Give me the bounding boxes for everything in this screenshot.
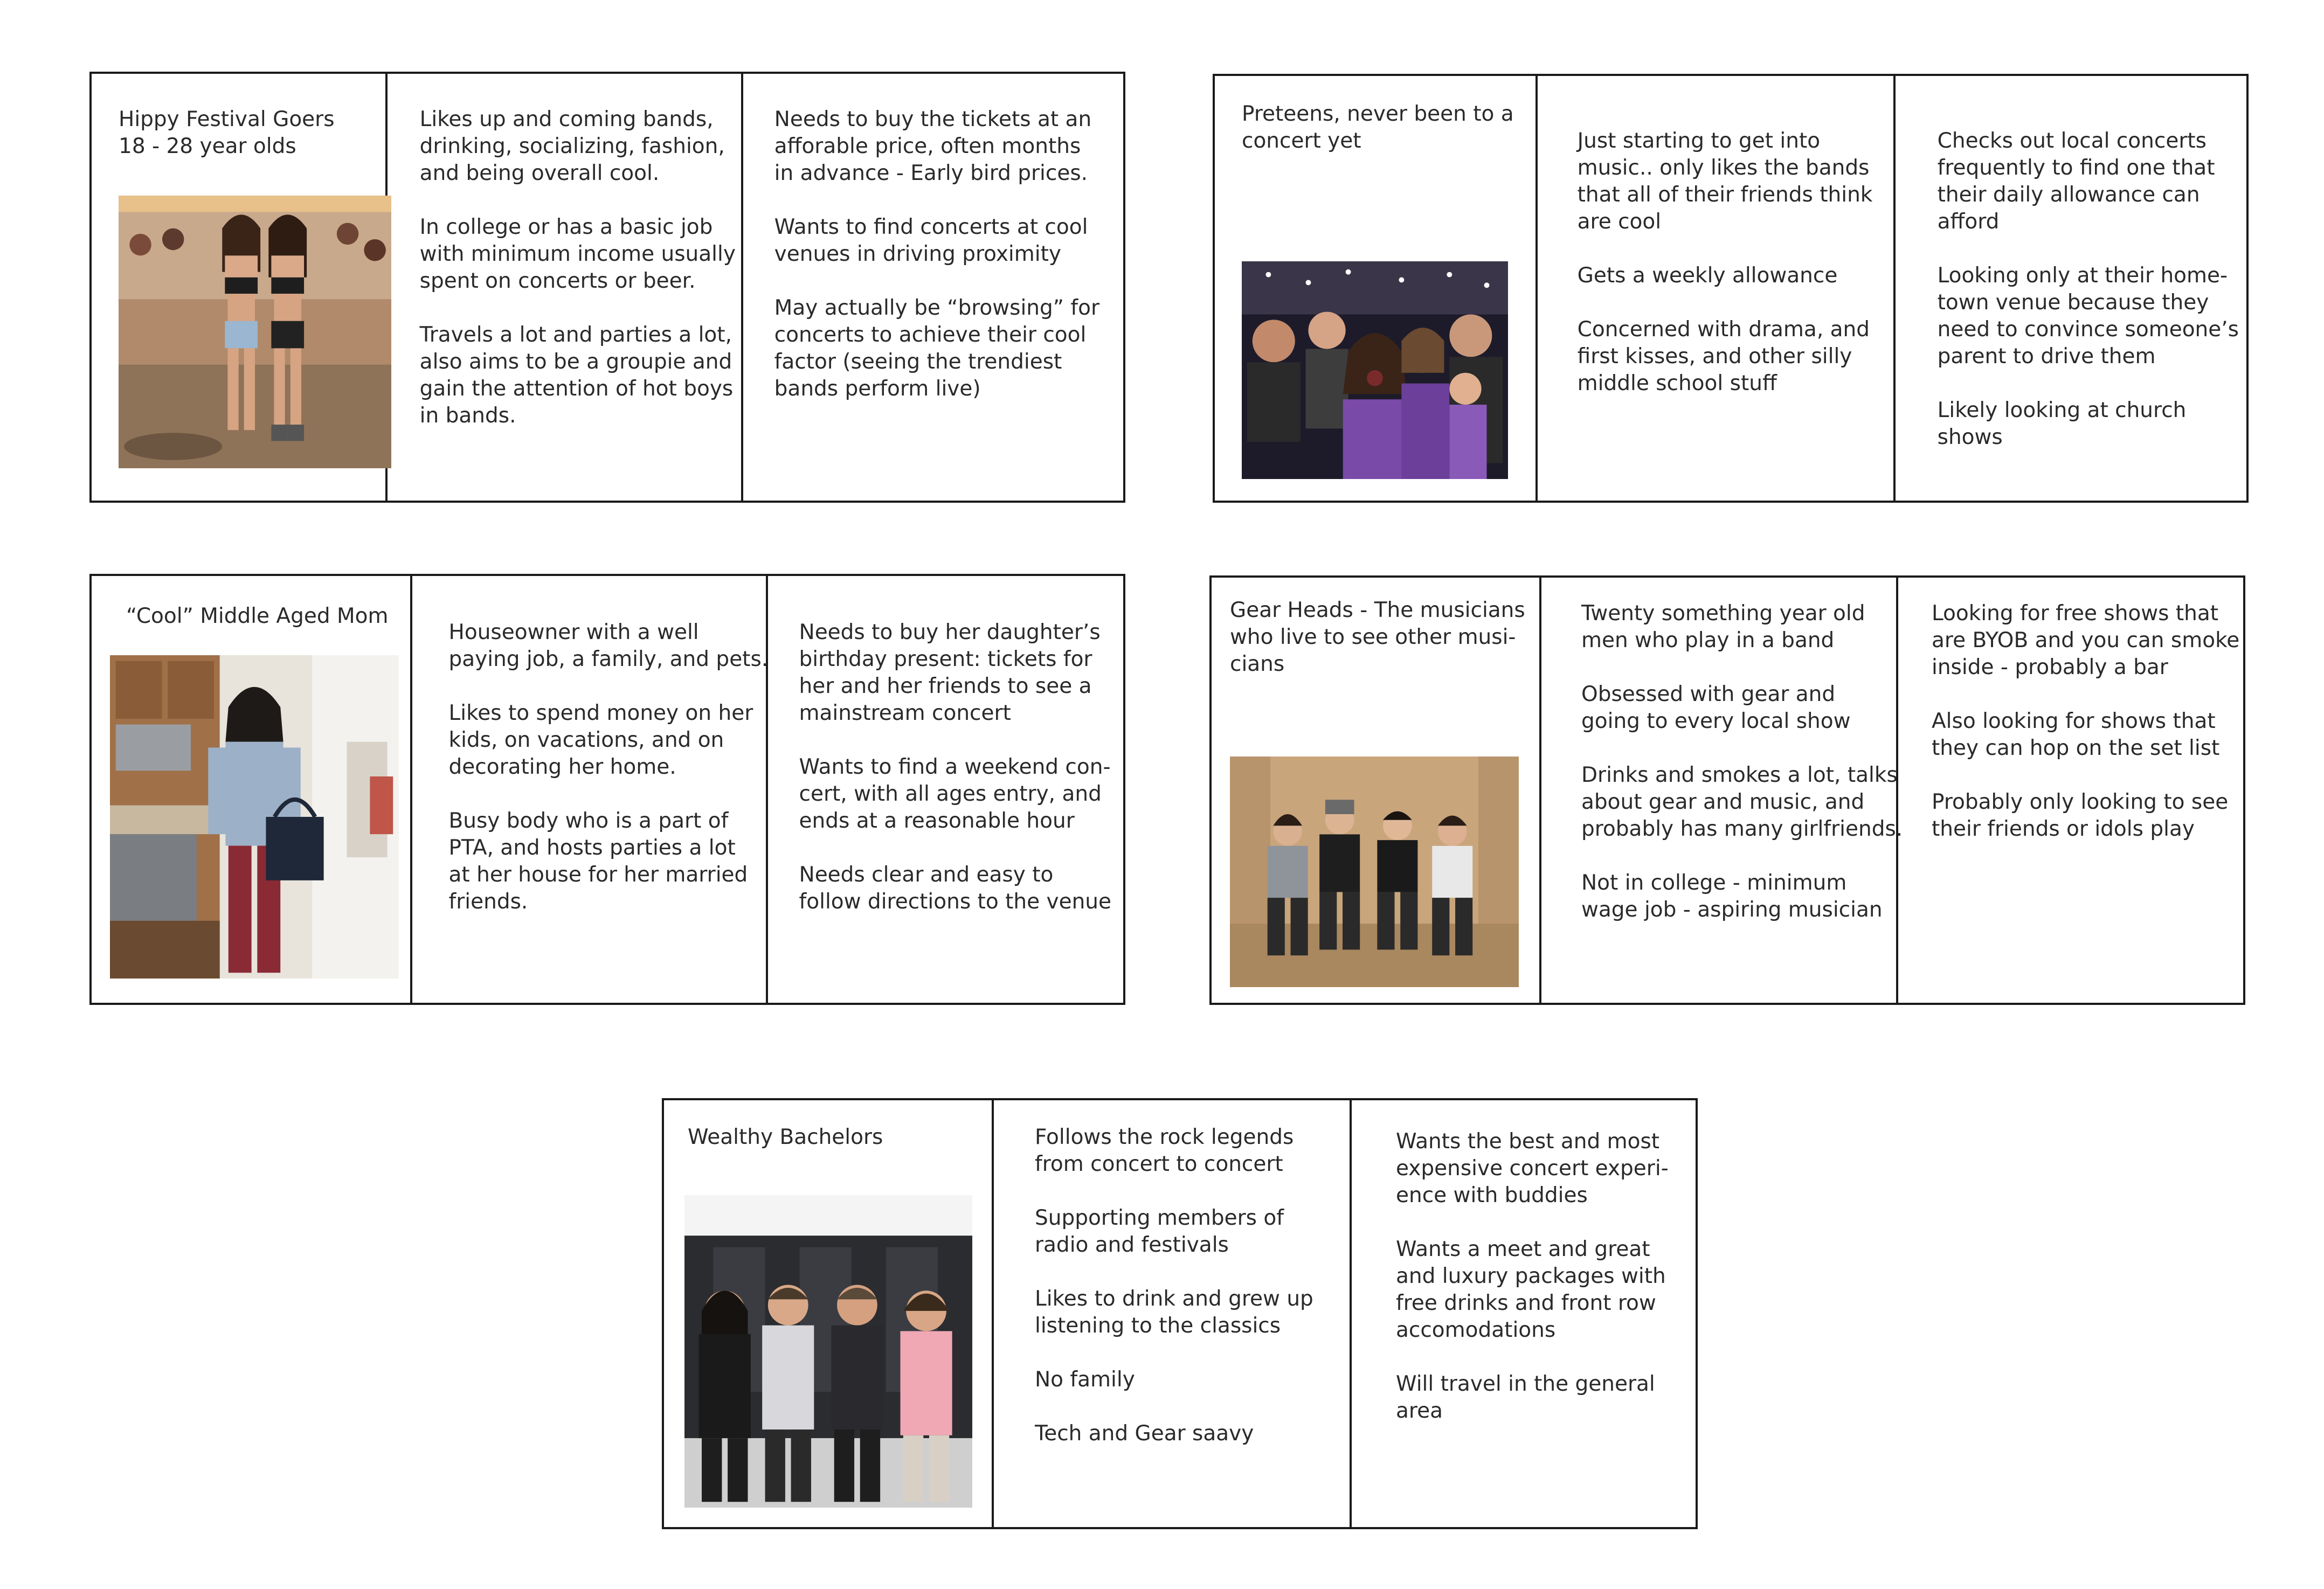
text-line: frequently to find one that xyxy=(1937,156,2215,180)
persona-traits-column xyxy=(1539,578,1903,1003)
text-line: in advance - Early bird prices. xyxy=(774,161,1088,185)
text-line: Needs to buy the tickets at an xyxy=(774,107,1092,131)
need-paragraph xyxy=(799,754,1112,835)
text-line: probably has many girlfriends. xyxy=(1581,817,1903,841)
need-paragraph xyxy=(1938,397,2239,451)
text-line: from concert to concert xyxy=(1035,1152,1283,1176)
need-paragraph xyxy=(774,295,1099,403)
text-line: town venue because they xyxy=(1937,290,2209,315)
trait-paragraph xyxy=(448,700,753,781)
persona-needs-column xyxy=(741,74,1123,501)
trait-paragraph xyxy=(1035,1286,1326,1340)
text-line: shows xyxy=(1937,425,2003,449)
text-line: her and her friends to see a xyxy=(799,674,1092,698)
text-line: Supporting members of xyxy=(1035,1206,1284,1230)
text-line: music.. only likes the bands xyxy=(1577,156,1870,180)
text-line: wage job - aspiring musician xyxy=(1581,898,1883,922)
text-line: ence with buddies xyxy=(1396,1183,1588,1208)
text-line: their daily allowance can xyxy=(1937,183,2200,207)
text-line: decorating her home. xyxy=(448,755,676,779)
trait-paragraph xyxy=(1035,1124,1326,1178)
text-line: Wants to find concerts at cool xyxy=(774,215,1088,239)
text-line: with minimum income usually xyxy=(419,242,736,266)
need-paragraph xyxy=(1396,1371,1672,1425)
text-line: Looking only at their home- xyxy=(1937,263,2228,288)
text-line: Tech and Gear saavy xyxy=(1035,1421,1254,1446)
text-line: bands perform live) xyxy=(774,377,981,401)
text-line: mainstream concert xyxy=(799,701,1011,725)
need-paragraph xyxy=(1938,262,2239,370)
text-line: Follows the rock legends xyxy=(1035,1125,1294,1149)
text-line: Likely looking at church xyxy=(1937,398,2187,422)
text-line: about gear and music, and xyxy=(1581,790,1865,814)
trait-paragraph xyxy=(419,214,736,295)
excited-preteens-photo xyxy=(1242,261,1508,479)
persona-title-line: concert yet xyxy=(1242,129,1361,153)
mom-in-kitchen-photo xyxy=(110,655,399,979)
persona-title-line: Wealthy Bachelors xyxy=(688,1125,883,1149)
need-paragraph xyxy=(774,106,1099,187)
trait-paragraph xyxy=(448,808,748,915)
persona-traits-column xyxy=(410,576,769,1003)
text-line: Likes to drink and grew up xyxy=(1035,1287,1313,1311)
text-line: kids, on vacations, and on xyxy=(448,728,724,752)
persona-traits-column xyxy=(992,1100,1350,1527)
text-line: listening to the classics xyxy=(1035,1314,1281,1338)
text-line: Just starting to get into xyxy=(1577,129,1821,153)
text-line: Twenty something year old xyxy=(1581,601,1865,626)
need-paragraph xyxy=(1938,128,2239,235)
trait-paragraph xyxy=(1035,1420,1326,1447)
text-line: inside - probably a bar xyxy=(1932,655,2168,679)
persona-title-line: Preteens, never been to a xyxy=(1242,102,1514,126)
need-paragraph xyxy=(774,214,1099,268)
text-line: gain the attention of hot boys xyxy=(419,377,734,401)
text-line: expensive concert experi- xyxy=(1396,1156,1669,1181)
trait-paragraph xyxy=(1581,681,1872,735)
text-line: Wants to find a weekend con- xyxy=(799,755,1111,779)
text-line: concerts to achieve their cool xyxy=(774,323,1087,347)
persona-needs-column xyxy=(766,576,1136,1003)
persona-traits-column xyxy=(385,74,741,501)
text-line: Wants a meet and great xyxy=(1396,1237,1650,1261)
text-line: at her house for her married xyxy=(448,863,748,887)
text-line: spent on concerts or beer. xyxy=(419,269,696,293)
text-line: factor (seeing the trendiest xyxy=(774,350,1062,374)
text-line: middle school stuff xyxy=(1577,371,1777,395)
text-line: friends. xyxy=(448,890,528,914)
need-paragraph xyxy=(799,619,1112,727)
persona-traits-column xyxy=(1536,76,1893,501)
text-line: and luxury packages with xyxy=(1396,1264,1666,1288)
text-line: follow directions to the venue xyxy=(799,890,1112,914)
need-paragraph xyxy=(1932,708,2239,762)
text-line: Will travel in the general xyxy=(1396,1372,1655,1396)
text-line: Not in college - minimum xyxy=(1581,871,1847,895)
text-line: parent to drive them xyxy=(1937,344,2156,369)
text-line: afforable price, often months xyxy=(774,134,1081,158)
trait-paragraph xyxy=(1581,600,1872,654)
text-line: Checks out local concerts xyxy=(1937,129,2207,153)
text-line: Likes to spend money on her xyxy=(448,701,753,725)
trait-paragraph xyxy=(1578,316,1870,397)
text-line: May actually be “browsing” for xyxy=(774,296,1099,320)
text-line: venues in driving proximity xyxy=(774,242,1061,266)
text-line: are cool xyxy=(1577,210,1662,234)
text-line: paying job, a family, and pets. xyxy=(448,647,769,671)
trait-paragraph xyxy=(1035,1366,1326,1393)
text-line: Needs to buy her daughter’s xyxy=(799,620,1101,644)
text-line: cert, with all ages entry, and xyxy=(799,782,1102,806)
persona-title-line: 18 - 28 year olds xyxy=(119,134,296,158)
text-line: Houseowner with a well xyxy=(448,620,699,644)
text-line: area xyxy=(1396,1399,1443,1423)
text-line: Travels a lot and parties a lot, xyxy=(419,323,732,347)
trait-paragraph xyxy=(1577,128,1873,235)
text-line: ends at a reasonable hour xyxy=(799,809,1075,833)
need-paragraph xyxy=(799,862,1112,915)
text-line: going to every local show xyxy=(1581,709,1851,733)
text-line: Looking for free shows that xyxy=(1932,601,2219,626)
text-line: Gets a weekly allowance xyxy=(1577,263,1838,288)
text-line: and being overall cool. xyxy=(419,161,660,185)
text-line: in bands. xyxy=(419,404,516,428)
text-line: they can hop on the set list xyxy=(1932,736,2220,760)
text-line: Likes up and coming bands, xyxy=(419,107,714,131)
trait-paragraph xyxy=(1578,262,1870,289)
text-line: drinking, socializing, fashion, xyxy=(419,134,725,158)
text-line: birthday present: tickets for xyxy=(799,647,1092,671)
festival-girls-photo xyxy=(119,196,391,468)
band-members-photo xyxy=(1230,757,1519,987)
persona-needs-column xyxy=(1350,1100,1696,1527)
text-line: accomodations xyxy=(1396,1318,1556,1342)
rock-legends-photo xyxy=(684,1195,972,1508)
text-line: Drinks and smokes a lot, talks xyxy=(1581,763,1898,787)
text-line: afford xyxy=(1937,210,2000,234)
persona-needs-column xyxy=(1893,76,2263,501)
need-paragraph xyxy=(1396,1236,1672,1344)
text-line: Needs clear and easy to xyxy=(799,863,1054,887)
text-line: Concerned with drama, and xyxy=(1577,317,1870,342)
persona-needs-column xyxy=(1896,578,2263,1003)
need-paragraph xyxy=(1932,789,2239,843)
need-paragraph xyxy=(1932,600,2239,681)
persona-title-line: cians xyxy=(1230,652,1285,676)
persona-title-line: who live to see other musi- xyxy=(1230,625,1516,649)
text-line: also aims to be a groupie and xyxy=(419,350,732,374)
trait-paragraph xyxy=(419,106,725,187)
text-line: are BYOB and you can smoke xyxy=(1932,628,2240,653)
trait-paragraph xyxy=(1581,870,1883,924)
text-line: that all of their friends think xyxy=(1577,183,1873,207)
persona-title-line: Hippy Festival Goers xyxy=(119,107,335,131)
text-line: PTA, and hosts parties a lot xyxy=(448,836,736,860)
text-line: In college or has a basic job xyxy=(419,215,713,239)
text-line: need to convince someone’s xyxy=(1937,317,2239,342)
text-line: men who play in a band xyxy=(1581,628,1835,653)
text-line: free drinks and front row xyxy=(1396,1291,1656,1315)
text-line: first kisses, and other silly xyxy=(1577,344,1852,369)
text-line: Busy body who is a part of xyxy=(448,809,729,833)
text-line: Obsessed with gear and xyxy=(1581,682,1836,706)
trait-paragraph xyxy=(1035,1205,1326,1259)
persona-title-line: “Cool” Middle Aged Mom xyxy=(126,604,389,628)
text-line: Also looking for shows that xyxy=(1932,709,2216,733)
text-line: Wants the best and most xyxy=(1396,1129,1660,1154)
text-line: radio and festivals xyxy=(1035,1233,1229,1257)
text-line: No family xyxy=(1035,1368,1135,1392)
text-line: their friends or idols play xyxy=(1932,817,2195,841)
text-line: Probably only looking to see xyxy=(1932,790,2229,814)
trait-paragraph xyxy=(419,322,734,429)
persona-title-line: Gear Heads - The musicians xyxy=(1230,598,1525,622)
trait-paragraph xyxy=(448,619,769,673)
trait-paragraph xyxy=(1581,762,1903,843)
need-paragraph xyxy=(1396,1128,1672,1209)
